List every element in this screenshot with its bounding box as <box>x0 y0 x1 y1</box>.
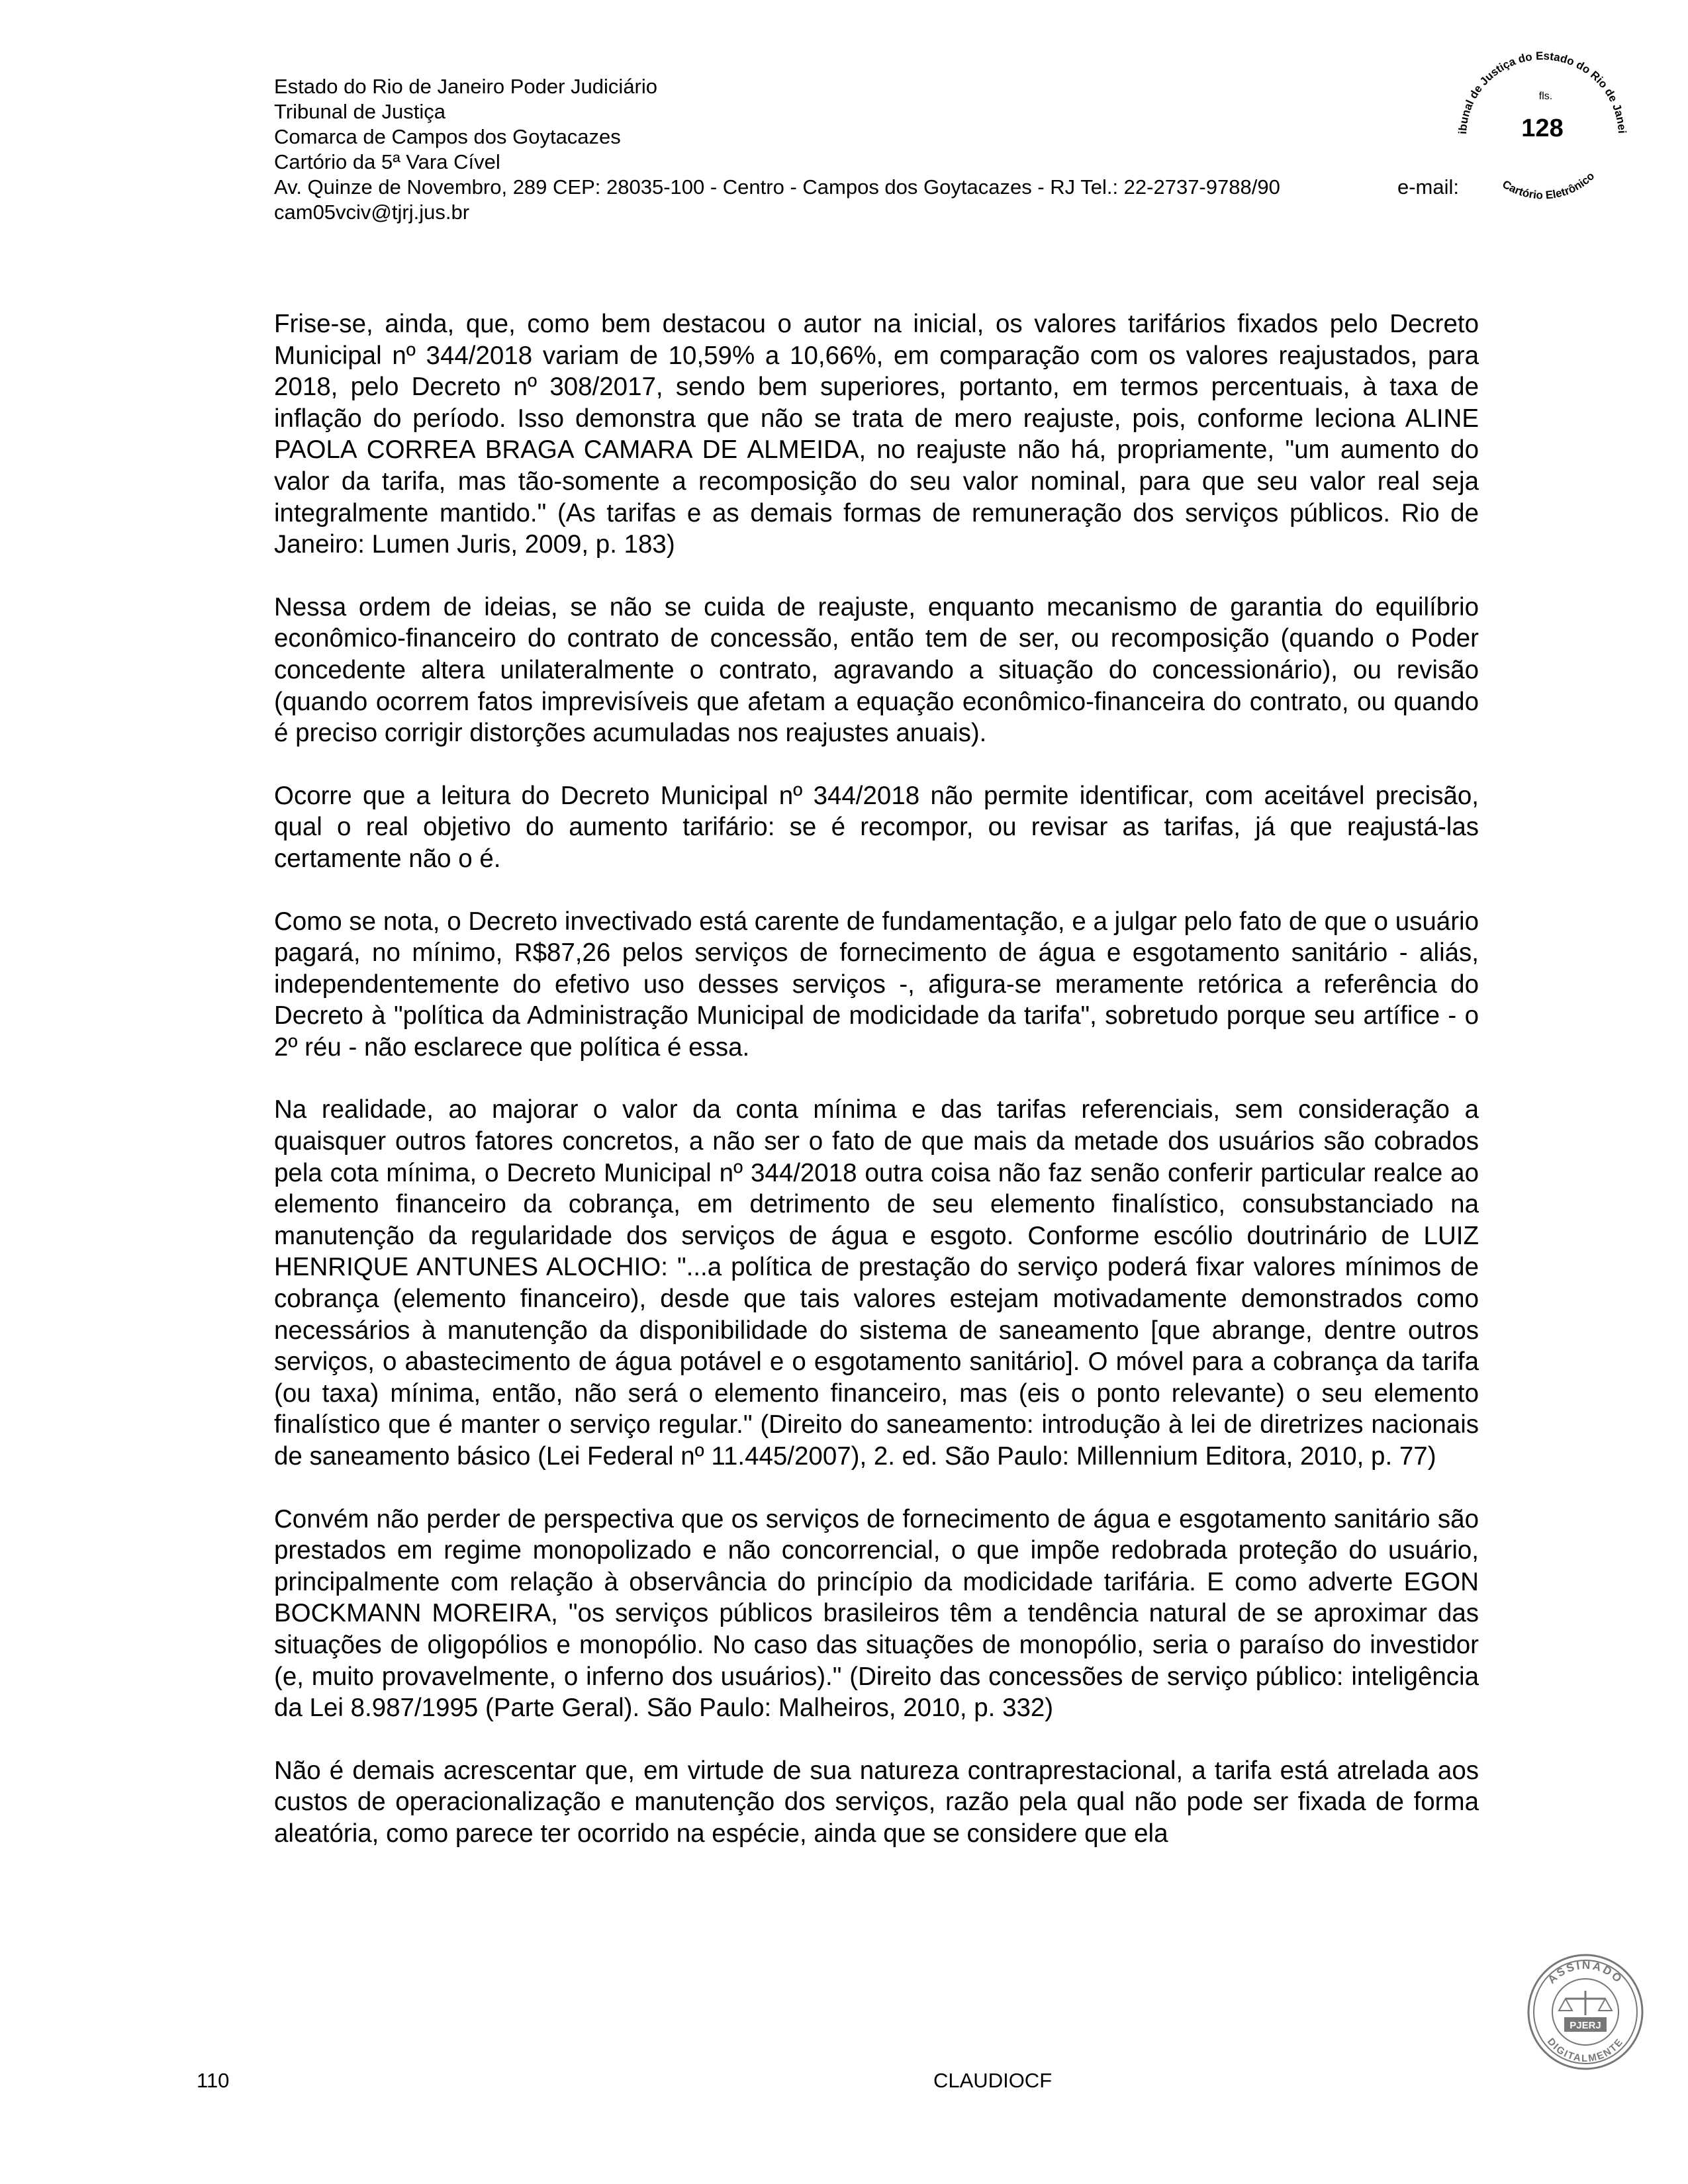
paragraph: Como se nota, o Decreto invectivado está carente de fundamentação, e a julgar pelo fato de que o usuário pagará, no mínimo, R$87,26 pelos serviços de fornecimento de água e esgotamento sanitário - aliás, independentemente do efetivo uso desses serviços -, afigura-se meramente retórica a referência do Decreto à "política da Administração Municipal de modicidade da tarifa", sobretudo porque seu artífice - o 2º réu - não esclarece que política é essa. <box>274 907 1479 1062</box>
stamp-center-text: PJERJ <box>1570 2020 1601 2031</box>
footer-author: CLAUDIOCF <box>933 2069 1053 2092</box>
paragraph: Ocorre que a leitura do Decreto Municipal nº 344/2018 não permite identificar, com aceitável precisão, qual o real objetivo do aumento tarifário: se é recompor, ou revisar as tarifas, já que reajustá-las certamente não o é. <box>274 781 1479 873</box>
signature-stamp-icon <box>1526 1952 1645 2071</box>
header-address-line <box>274 175 1459 200</box>
header-line-state: Estado do Rio de Janeiro Poder Judiciário <box>274 75 658 98</box>
paragraph: Na realidade, ao majorar o valor da conta mínima e das tarifas referenciais, sem consideração a quaisquer outros fatores concretos, a não ser o fato de que mais da metade dos usuários são cobrados pela cota mínima, o Decreto Municipal nº 344/2018 outra coisa não faz senão conferir particular realce ao elemento financeiro da cobrança, em detrimento de seu elemento finalístico, consubstanciado na manutenção da regularidade dos serviços de água e esgoto. Conforme escólio doutrinário de LUIZ HENRIQUE ANTUNES ALOCHIO: "...a política de prestação do serviço poderá fixar valores mínimos de cobrança (elemento financeiro), desde que tais valores estejam motivadamente demonstrados como necessários à manutenção da disponibilidade do sistema de saneamento [que abrange, dentre outros serviços, o abastecimento de água potável e o esgotamento sanitário]. O móvel para a cobrança da tarifa (ou taxa) mínima, então, não será o elemento financeiro, mas (eis o ponto relevante) o seu elemento finalístico que é manter o serviço regular." (Direito do saneamento: introdução à lei de diretrizes nacionais de saneamento básico (Lei Federal nº 11.445/2007), 2. ed. São Paulo: Millennium Editora, 2010, p. 77) <box>274 1095 1479 1471</box>
header-line-registry: Cartório da 5ª Vara Cível <box>274 150 500 173</box>
stamp-top-text: ASSINADO <box>1545 1958 1626 1986</box>
footer-page-number: 110 <box>197 2069 230 2092</box>
svg-text:DIGITALMENTE <box>1545 2036 1626 2064</box>
paragraph: Convém não perder de perspectiva que os serviços de fornecimento de água e esgotamento sanitário são prestados em regime monopolizado e não concorrencial, o que impõe redobrada proteção do usuário, principalmente com relação à observância do princípio da modicidade tarifária. E como adverte EGON BOCKMANN MOREIRA, "os serviços públicos brasileiros têm a tendência natural de se aproximar das situações de oligopólios e monopólio. No caso das situações de monopólio, seria o paraíso do investidor (e, muito provavelmente, o inferno dos usuários)." (Direito das concessões de serviço público: inteligência da Lei 8.987/1995 (Parte Geral). São Paulo: Malheiros, 2010, p. 332) <box>274 1504 1479 1723</box>
header-line-district: Comarca de Campos dos Goytacazes <box>274 125 621 148</box>
paragraph: Frise-se, ainda, que, como bem destacou o autor na inicial, os valores tarifários fixados pelo Decreto Municipal nº 344/2018 variam de 10,59% a 10,66%, em comparação com os valores reajustados, para 2018, pelo Decreto nº 308/2017, sendo bem superiores, portanto, em termos percentuais, à taxa de inflação do período. Isso demonstra que não se trata de mero reajuste, pois, conforme leciona ALINE PAOLA CORREA BRAGA CAMARA DE ALMEIDA, no reajuste não há, propriamente, "um aumento do valor da tarifa, mas tão-somente a recomposição do seu valor nominal, para que seu valor real seja integralmente mantido." (As tarifas e as demais formas de remuneração dos serviços públicos. Rio de Janeiro: Lumen Juris, 2009, p. 183) <box>274 310 1479 559</box>
court-seal <box>1446 36 1638 228</box>
document-body <box>274 308 1479 1881</box>
seal-bottom-text: Cartório Eletrônico <box>1500 169 1597 202</box>
digital-signature-stamp <box>1526 1952 1645 2071</box>
header-address: Av. Quinze de Novembro, 289 CEP: 28035-100 - Centro - Campos dos Goytacazes - RJ Tel.: 22-2737-9788/90 <box>274 175 1280 199</box>
stamp-bottom-text: DIGITALMENTE <box>1544 2036 1626 2065</box>
header-email: cam05vciv@tjrj.jus.br <box>274 201 470 224</box>
document-header <box>274 74 1466 225</box>
header-line-court: Tribunal de Justiça <box>274 100 446 123</box>
seal-fls-label: fls. <box>1538 91 1553 102</box>
paragraph: Nessa ordem de ideias, se não se cuida de reajuste, enquanto mecanismo de garantia do equilíbrio econômico-financeiro do contrato de concessão, então tem de ser, ou recomposição (quando o Poder concedente altera unilateralmente o contrato, agravando a situação do concessionário), ou revisão (quando ocorrem fatos imprevisíveis que afetam a equação econômico-financeira do contrato, ou quando é preciso corrigir distorções acumuladas nos reajustes anuais). <box>274 592 1479 748</box>
paragraph: Não é demais acrescentar que, em virtude de sua natureza contraprestacional, a tarifa está atrelada aos custos de operacionalização e manutenção dos serviços, razão pela qual não pode ser fixada de forma aleatória, como parece ter ocorrido na espécie, ainda que se considere que ela <box>274 1756 1479 1848</box>
seal-page-number: 128 <box>1521 114 1564 142</box>
svg-text:Cartório Eletrônico <box>1500 169 1597 201</box>
seal-top-text: ibunal de Justiça do Estado do Rio de Janei <box>1456 49 1628 135</box>
header-email-label: e-mail: <box>1397 175 1459 199</box>
